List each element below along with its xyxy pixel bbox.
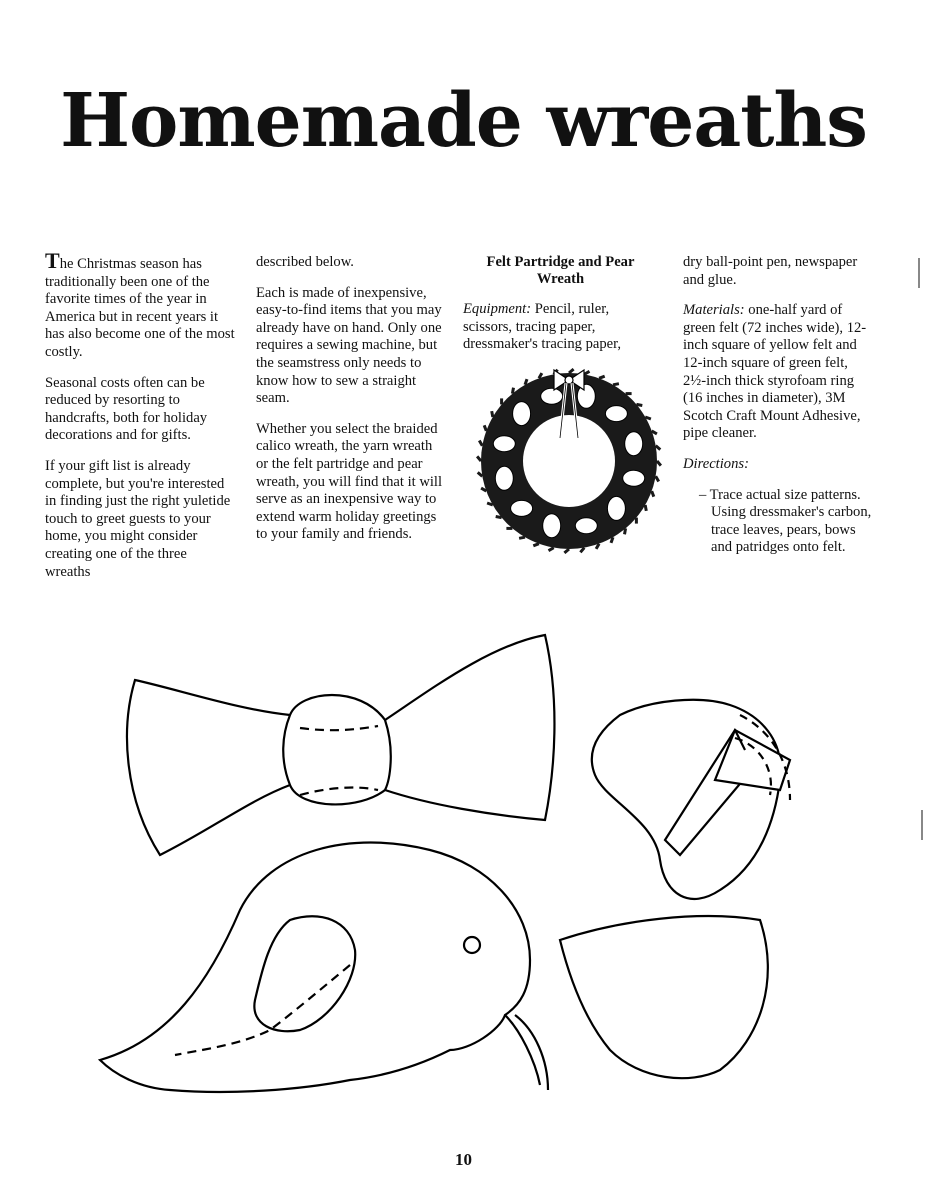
intro-paragraph [45,248,235,362]
column-2 [256,254,448,557]
wreath-leaf-tip [599,376,605,378]
paragraph: Each is made of inexpensive, easy-to-find items that you may already have on hand. Only one requires a sewing machine, but the seamstress only needs to know how to sew a straight seam. [256,284,442,407]
wreath-leaf-tip [613,384,619,385]
bow-pattern [127,635,554,855]
wreath-leaf-tip [533,544,539,546]
wreath-leaf-tip [584,371,589,374]
column-3 [463,254,658,367]
page-number: 10 [455,1150,472,1169]
margin-mark [918,258,920,288]
wreath-partridge [511,500,533,516]
wreath-leaf-tip [625,528,626,534]
wreath-leaf-tip [569,369,574,373]
wreath-leaf-tip [580,548,584,553]
direction-item: – Trace actual size patterns. Using dressmaker's carbon, trace leaves, pears, bows and patridges onto felt. [699,486,872,556]
margin-mark [921,810,923,840]
page-title: Homemade wreaths [60,78,867,164]
wreath-leaf-tip [525,379,527,385]
paragraph: Seasonal costs often can be reduced by resorting to handcrafts, both for holiday decorations and for gifts. [45,374,208,444]
wreath-leaf-tip [512,388,513,394]
partridge-pattern [100,843,548,1092]
paragraph: dry ball-point pen, newspaper and glue. [683,254,858,288]
wreath-pear [495,466,513,490]
wreath-pear [513,402,531,426]
pear-pattern [592,700,790,899]
equipment-text: Pencil, ruler, scissors, tracing paper, dressmaker's tracing paper, [463,301,622,353]
materials-paragraph [683,302,873,443]
materials-text: one-half yard of green felt (72 inches wide), 12-inch square of yellow felt and 12-inch square of green felt, 2½-inch thick styrofoam ring (16 inches in diameter), 3M Scotch Craft Mount Adhesive, pipe cleaner. [683,302,867,442]
wreath-pear [625,432,643,456]
column-4 [683,254,873,570]
wreath-leaf-tip [656,476,659,481]
intro-text: he Christmas season has traditionally been one of the favorite times of the year in America but in recent years it has also become one of the most costly. [45,256,235,360]
wreath-leaf-tip [484,425,486,431]
paragraph: described below. [256,254,354,270]
wreath-leaf-tip [478,472,483,476]
wreath-leaf-tip [549,548,554,551]
equipment-label: Equipment: [463,301,532,317]
wreath-leaf-tip [657,461,661,466]
wreath-pear [607,496,625,520]
equipment-paragraph [463,301,658,354]
paragraph: Whether you select the braided calico wreath, the yarn wreath or the felt partridge and pear wreath, you will find that it will serve as an inexpensive way to extend warm holiday greetings to your family and friends. [256,420,443,543]
wreath-leaf-tip [636,404,642,405]
wreath-leaf-tip [645,417,651,419]
wreath-leaf-tip [611,537,613,543]
directions-label: Directions: [683,455,749,472]
leaf-pattern [560,916,768,1078]
wreath-partridge [493,436,515,452]
wreath-center [523,415,615,507]
wreath-leaf-tip [479,441,482,446]
wreath-partridge [541,388,563,404]
pattern-illustrations [0,620,927,1140]
wreath-leaf-tip [645,505,646,511]
wreath-leaf-tip [652,491,654,497]
wreath-partridge [575,518,597,534]
wreath-pear [543,514,561,538]
paragraph: If your gift list is already complete, but you're interested in finding just the right yuletide touch to greet guests to your home, you might consider creating one of the three wreaths [45,457,231,580]
wreath-leaf-tip [519,537,525,538]
column-1 [45,248,235,594]
wreath-illustration [476,368,662,554]
section-heading: Felt Partridge and Pear Wreath [486,254,635,287]
materials-label: Materials: [683,302,745,319]
wreath-leaf-tip [492,411,493,417]
wreath-leaf-tip [496,517,502,518]
wreath-partridge [605,406,627,422]
wreath-partridge [623,470,645,486]
wreath-leaf-tip [477,456,481,461]
wreath-leaf-tip [487,503,493,505]
wreath-leaf-tip [656,446,661,450]
drop-cap: T [45,248,60,273]
wreath-leaf-tip [564,549,569,553]
